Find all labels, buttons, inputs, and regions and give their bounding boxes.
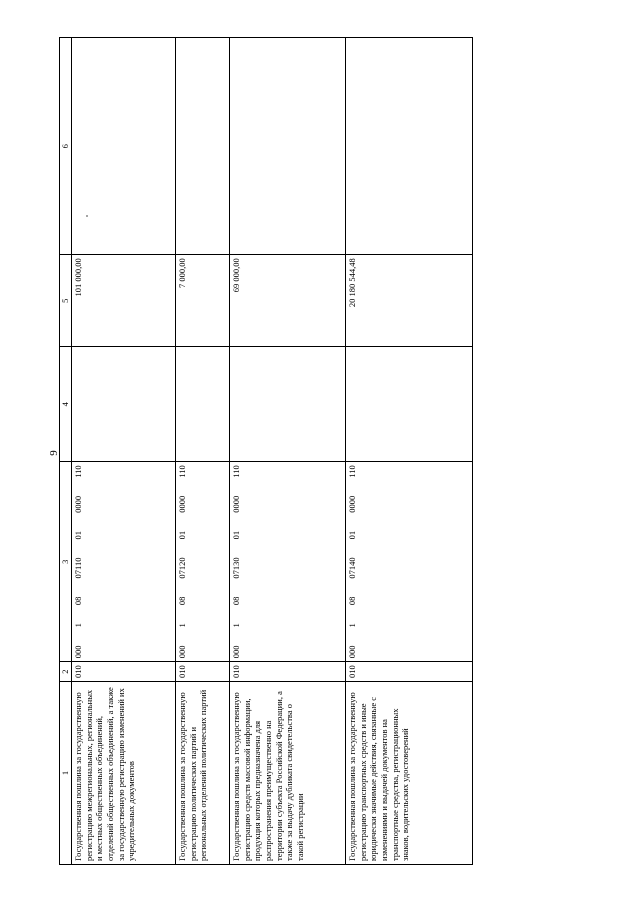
amount-cell: 69 000,00 xyxy=(230,255,346,347)
col6-cell xyxy=(72,38,176,255)
kbk-part: 1 xyxy=(177,623,187,628)
header-cell: 3 xyxy=(60,462,72,662)
admin-code-cell: 010 xyxy=(72,662,176,682)
col4-cell xyxy=(230,347,346,462)
kbk-part: 07130 xyxy=(231,557,241,579)
header-cell: 5 xyxy=(60,255,72,347)
kbk-cell xyxy=(230,462,346,662)
header-row xyxy=(60,38,72,865)
kbk-part: 110 xyxy=(177,465,187,478)
kbk-part: 1 xyxy=(73,623,83,628)
fee-name-cell: Государственная пошлина за государственную регистрацию политических партий и региональных отделений политических партий xyxy=(176,682,230,865)
kbk-part: 0000 xyxy=(231,495,241,513)
header-cell: 4 xyxy=(60,347,72,462)
kbk-part: 0000 xyxy=(347,495,357,513)
kbk-part: 0000 xyxy=(177,495,187,513)
kbk-part: 110 xyxy=(73,465,83,478)
col4-cell xyxy=(346,347,473,462)
kbk-part: 01 xyxy=(73,530,83,540)
table-row xyxy=(176,38,230,865)
kbk-part: 1 xyxy=(347,623,357,628)
kbk-cell xyxy=(176,462,230,662)
amount-cell: 7 000,00 xyxy=(176,255,230,347)
fee-name-cell: Государственная пошлина за государственную регистрацию транспортных средств и иные юридически значимые действия, связанные с изменениями и выдачей документов на транспортные средства, регистрационных знаков, водительских удостоверений xyxy=(346,682,473,865)
kbk-part: 01 xyxy=(177,530,187,540)
col4-cell xyxy=(176,347,230,462)
kbk-part: 000 xyxy=(231,645,241,659)
revenue-table xyxy=(59,37,473,865)
header-cell: 1 xyxy=(60,682,72,865)
kbk-part: 110 xyxy=(231,465,241,478)
amount-cell: 101 000,00 xyxy=(72,255,176,347)
col6-cell xyxy=(230,38,346,255)
admin-code-cell: 010 xyxy=(346,662,473,682)
kbk-part: 000 xyxy=(177,645,187,659)
col6-cell xyxy=(176,38,230,255)
col6-cell xyxy=(346,38,473,255)
admin-code-cell: 010 xyxy=(230,662,346,682)
kbk-part: 110 xyxy=(347,465,357,478)
kbk-part: 07120 xyxy=(177,557,187,579)
amount-cell: 20 180 544,48 xyxy=(346,255,473,347)
kbk-part: 08 xyxy=(231,596,241,606)
header-cell: 2 xyxy=(60,662,72,682)
admin-code-cell: 010 xyxy=(176,662,230,682)
kbk-cell xyxy=(346,462,473,662)
fee-name-cell: Государственная пошлина за государственную регистрацию средств массовой информации, продукция которых предназначена для распространения преимущественно на территории субъекта Российской Федерации, а также за выдачу дубликата свидетельства о такой регистрации xyxy=(230,682,346,865)
col4-cell xyxy=(72,347,176,462)
kbk-part: 01 xyxy=(347,530,357,540)
table-row xyxy=(346,38,473,865)
kbk-part: 08 xyxy=(73,596,83,606)
kbk-part: 08 xyxy=(347,596,357,606)
kbk-part: 07110 xyxy=(73,557,83,579)
kbk-part: 000 xyxy=(73,645,83,659)
kbk-part: 1 xyxy=(231,623,241,628)
kbk-part: 08 xyxy=(177,596,187,606)
kbk-cell xyxy=(72,462,176,662)
kbk-part: 01 xyxy=(231,530,241,540)
table-row xyxy=(230,38,346,865)
kbk-part: 07140 xyxy=(347,557,357,579)
table-row xyxy=(72,38,176,865)
fee-name-cell: Государственная пошлина за государственную регистрацию межрегиональных, региональных и местных общественных объединений, отделений общественных объединений, а также за государственную регистрацию изменений их учредительных документов xyxy=(72,682,176,865)
page-number: 9 xyxy=(48,450,60,456)
header-cell: 6 xyxy=(60,38,72,255)
kbk-part: 000 xyxy=(347,645,357,659)
kbk-part: 0000 xyxy=(73,495,83,513)
